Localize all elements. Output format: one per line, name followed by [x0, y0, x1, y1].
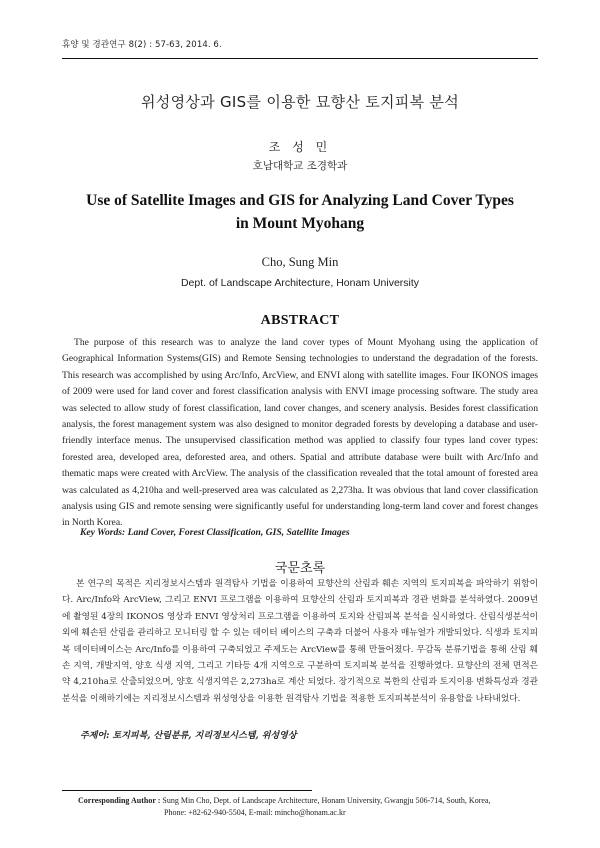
journal-header: 휴양 및 경관연구 8(2) : 57-63, 2014. 6.	[62, 40, 222, 50]
korean-abstract-body: 본 연구의 목적은 지리정보시스템과 원격탐사 기법을 이용하여 묘향산의 산림과 훼손 지역의 토지피복을 파악하기 위함이다. Arc/Info와 ArcView, 그리고 ENVI 프로그램을 이용하여 묘향산의 산림과 토지피복과 경관 변화를 분석하였다. 2009년에 촬영된 4장의 IKONOS 영상과 ENVI 영상처리 프로그램을 이용하여 토지와 산림피복 분석을 실시하였다. 산림식생분석이외에 훼손된 산림을 관리하고 모니터링 할 수 있는 데이터 베이스의 구축과 더불어 사용자 매뉴얼가 개발되었다. 식생과 토지피복 데이터베이스는 Arc/Info를 이용하여 구축되었고 주제도는 ArcView를 통해 만들어졌다. 무감독 분류기법을 통해 산림 훼손 지역, 개발지역, 양호 식생 지역, 그리고 기타등 4개 지역으로 구분하여 토지피복 분석을 진행하였다. 묘향산의 전체 면적은 약 4,210ha로 산출되었으며, 양호 식생지역은 2,273ha로 계산 되었다. 장기적으로 북한의 산림과 토지이용 변화특성과 경관분석을 이해하기에는 지리정보시스템과 위성영상을 이용한 원격탐사 기법을 적용한 토지피복분석이 유용함을 나타내었다.	[62, 579, 538, 704]
footnote-rule	[62, 790, 312, 791]
header-rule	[62, 58, 538, 59]
english-affiliation: Dept. of Landscape Architecture, Honam University	[180, 277, 420, 289]
korean-title: 위성영상과 GIS를 이용한 묘향산 토지피복 분석	[140, 93, 460, 111]
english-title-line2: in Mount Myohang	[235, 215, 365, 232]
corresponding-address: Sung Min Cho, Dept. of Landscape Architecture, Honam University, Gwangju 506-714, South, Korea,	[162, 796, 491, 805]
english-title-line1: Use of Satellite Images and GIS for Analyzing Land Cover Types	[86, 192, 514, 209]
english-title	[0, 189, 600, 235]
english-author: Cho, Sung Min	[261, 255, 339, 269]
corresponding-author-line1	[78, 796, 490, 805]
corresponding-author-line2: Phone: +82-62-940-5504, E-mail: mincho@honam.ac.kr	[164, 808, 346, 817]
korean-author: 조 성 민	[268, 140, 332, 154]
abstract-body: The purpose of this research was to analyze the land cover types of Mount Myohang using the application of Geographical Information Systems(GIS) and Remote Sensing technologies to understand the degradation of the forests. This research was accomplished by using Arc/Info, ArcView, and ENVI along with satellite images. Four IKONOS images of 2009 were used for land cover and forest classification analysis with ENVI image processing software. The study area was selected to allow study of forest classification, land cover changes, and scenery analysis. Besides forest classification analysis, the forest management system was also designed to monitor degraded forests by developing a database and user-friendly interface menus. The unsupervised classification method was applied to classify four types land cover types: forested area, developed area, deforested area, and others. Spatial and attribute database were built with Arc/Info and thematic maps were created with ArcView. The analysis of the classification revealed that the total amount of forested area was calculated as 4,210ha and well-preserved area was calculated as 2,273ha. It was obvious that land cover classification analysis using GIS and remote sensing were significantly useful for understanding long-term land cover and forest changes in North Korea.	[62, 337, 538, 529]
keywords: Key Words: Land Cover, Forest Classification, GIS, Satellite Images	[80, 527, 350, 538]
corresponding-label: Corresponding Author :	[78, 796, 161, 805]
korean-keywords: 주제어: 토지피복, 산림분류, 지리정보시스템, 위성영상	[80, 731, 297, 741]
abstract-heading: ABSTRACT	[260, 313, 340, 328]
korean-affiliation: 호남대학교 조경학과	[252, 160, 348, 172]
korean-abstract-heading: 국문초록	[274, 561, 326, 576]
